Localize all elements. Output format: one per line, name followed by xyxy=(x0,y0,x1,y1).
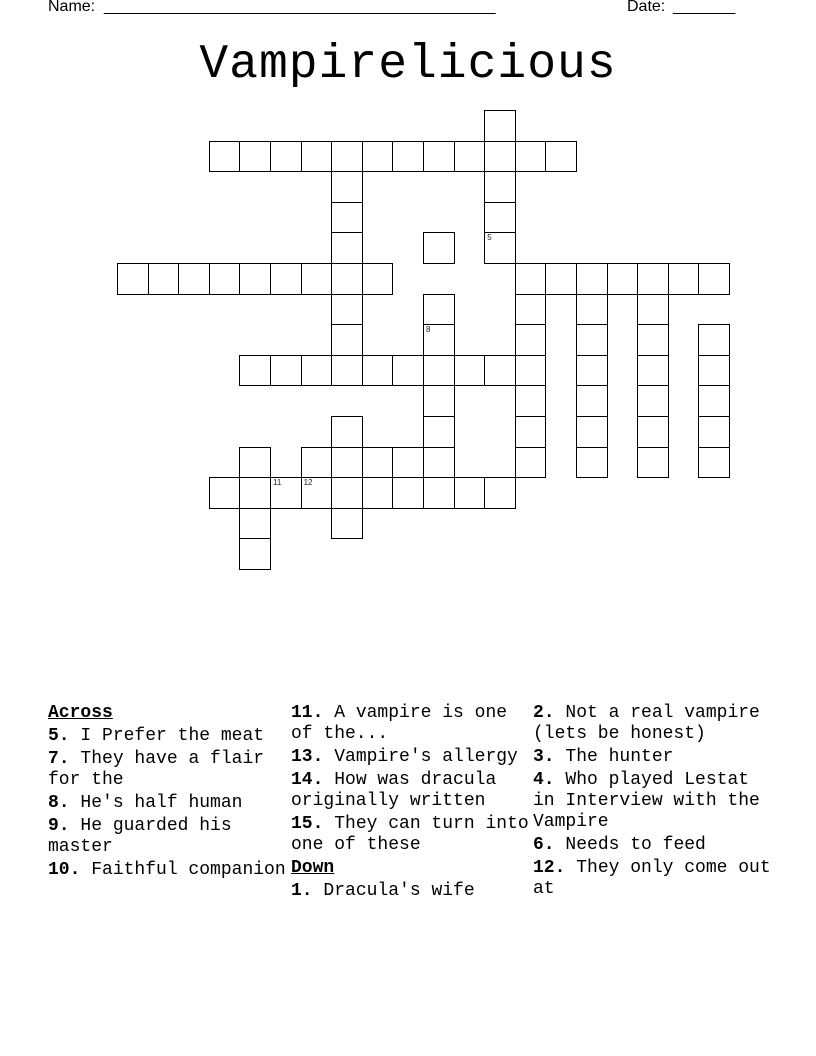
grid-cell[interactable] xyxy=(117,263,149,295)
grid-cell[interactable] xyxy=(392,141,424,173)
grid-cell[interactable] xyxy=(515,385,547,417)
grid-cell[interactable] xyxy=(209,141,241,173)
grid-cell[interactable] xyxy=(331,508,363,540)
grid-cell[interactable] xyxy=(698,355,730,387)
grid-cell[interactable] xyxy=(301,263,333,295)
grid-cell[interactable] xyxy=(423,294,455,326)
grid-cell[interactable] xyxy=(362,355,394,387)
grid-cell[interactable] xyxy=(515,324,547,356)
grid-cell[interactable] xyxy=(423,141,455,173)
grid-cell[interactable] xyxy=(239,477,271,509)
grid-cell[interactable] xyxy=(239,355,271,387)
grid-cell[interactable] xyxy=(545,263,577,295)
grid-cell[interactable] xyxy=(239,263,271,295)
clue-across-10: 10. Faithful companion xyxy=(48,860,286,880)
grid-cell[interactable] xyxy=(270,141,302,173)
grid-cell[interactable] xyxy=(698,447,730,479)
grid-cell[interactable] xyxy=(637,324,669,356)
grid-cell[interactable] xyxy=(576,355,608,387)
clues-column-1 xyxy=(48,703,288,883)
grid-cell[interactable] xyxy=(331,263,363,295)
grid-cell[interactable] xyxy=(637,385,669,417)
grid-cell[interactable] xyxy=(484,141,516,173)
grid-cell[interactable] xyxy=(331,324,363,356)
clue-down-4: 4. Who played Lestat in Interview with the Vampire xyxy=(533,770,760,832)
grid-cell[interactable] xyxy=(454,477,486,509)
grid-cell[interactable] xyxy=(362,263,394,295)
grid-cell[interactable] xyxy=(301,141,333,173)
grid-cell[interactable] xyxy=(484,171,516,203)
grid-cell[interactable] xyxy=(209,477,241,509)
grid-cell[interactable] xyxy=(270,263,302,295)
grid-cell[interactable] xyxy=(392,477,424,509)
grid-cell[interactable] xyxy=(331,171,363,203)
grid-cell[interactable] xyxy=(607,263,639,295)
cell-number: 12 xyxy=(303,478,313,488)
across-heading: Across xyxy=(48,703,113,723)
grid-cell[interactable] xyxy=(270,355,302,387)
clues-column-2 xyxy=(291,703,531,904)
grid-cell[interactable] xyxy=(484,477,516,509)
grid-cell[interactable] xyxy=(423,324,455,356)
grid-cell[interactable] xyxy=(637,355,669,387)
grid-cell[interactable] xyxy=(301,477,333,509)
grid-cell[interactable] xyxy=(362,141,394,173)
grid-cell[interactable] xyxy=(423,385,455,417)
grid-cell[interactable] xyxy=(239,141,271,173)
grid-cell[interactable] xyxy=(331,447,363,479)
grid-cell[interactable] xyxy=(301,355,333,387)
grid-cell[interactable] xyxy=(484,110,516,142)
cell-number: 5 xyxy=(487,233,492,243)
grid-cell[interactable] xyxy=(178,263,210,295)
grid-cell[interactable] xyxy=(270,477,302,509)
grid-cell[interactable] xyxy=(576,385,608,417)
clue-across-5: 5. I Prefer the meat xyxy=(48,726,265,746)
puzzle-title: Vampirelicious xyxy=(199,38,617,92)
grid-cell[interactable] xyxy=(515,141,547,173)
grid-cell[interactable] xyxy=(392,355,424,387)
cell-number: 11 xyxy=(273,478,282,488)
date-label: Date: xyxy=(627,0,666,15)
grid-cell[interactable] xyxy=(515,294,547,326)
grid-cell[interactable] xyxy=(637,294,669,326)
grid-cell[interactable] xyxy=(331,294,363,326)
grid-cell[interactable] xyxy=(239,447,271,479)
grid-cell[interactable] xyxy=(423,477,455,509)
grid-cell[interactable] xyxy=(698,416,730,448)
grid-cell[interactable] xyxy=(484,202,516,234)
down-heading: Down xyxy=(291,858,335,878)
grid-cell[interactable] xyxy=(331,232,363,264)
grid-cell[interactable] xyxy=(423,355,455,387)
grid-cell[interactable] xyxy=(423,447,455,479)
grid-cell[interactable] xyxy=(484,232,516,264)
grid-cell[interactable] xyxy=(362,447,394,479)
grid-cell[interactable] xyxy=(576,294,608,326)
grid-cell[interactable] xyxy=(576,324,608,356)
grid-cell[interactable] xyxy=(331,202,363,234)
grid-cell[interactable] xyxy=(576,263,608,295)
grid-cell[interactable] xyxy=(545,141,577,173)
date-field-line[interactable]: _______ xyxy=(673,0,736,15)
clue-down-6: 6. Needs to feed xyxy=(533,835,706,855)
grid-cell[interactable] xyxy=(698,385,730,417)
grid-cell[interactable] xyxy=(392,447,424,479)
grid-cell[interactable] xyxy=(576,416,608,448)
grid-cell[interactable] xyxy=(331,416,363,448)
grid-cell[interactable] xyxy=(301,447,333,479)
grid-cell[interactable] xyxy=(637,263,669,295)
clue-down-3: 3. The hunter xyxy=(533,747,674,767)
grid-cell[interactable] xyxy=(331,477,363,509)
grid-cell[interactable] xyxy=(515,416,547,448)
clue-across-9: 9. He guarded his master xyxy=(48,816,232,857)
clue-down-12: 12. They only come out at xyxy=(533,858,771,899)
grid-cell[interactable] xyxy=(637,416,669,448)
name-field-line[interactable]: ____________________________________________ xyxy=(104,0,496,15)
name-label: Name: xyxy=(48,0,96,15)
clue-down-2: 2. Not a real vampire (lets be honest) xyxy=(533,703,760,744)
grid-cell[interactable] xyxy=(239,538,271,570)
grid-cell[interactable] xyxy=(484,355,516,387)
grid-cell[interactable] xyxy=(576,447,608,479)
cell-number: 8 xyxy=(426,325,431,335)
grid-cell[interactable] xyxy=(454,355,486,387)
grid-cell[interactable] xyxy=(515,263,547,295)
grid-cell[interactable] xyxy=(668,263,700,295)
clue-across-15: 15. They can turn into one of these xyxy=(291,814,529,855)
grid-cell[interactable] xyxy=(423,416,455,448)
clue-across-13: 13. Vampire's allergy xyxy=(291,747,518,767)
clue-across-11: 11. A vampire is one of the... xyxy=(291,703,508,744)
grid-cell[interactable] xyxy=(362,477,394,509)
grid-cell[interactable] xyxy=(515,447,547,479)
grid-cell[interactable] xyxy=(637,447,669,479)
grid-cell[interactable] xyxy=(209,263,241,295)
clue-across-8: 8. He's half human xyxy=(48,793,243,813)
grid-cell[interactable] xyxy=(698,324,730,356)
grid-cell[interactable] xyxy=(698,263,730,295)
clue-down-1: 1. Dracula's wife xyxy=(291,881,475,901)
grid-cell[interactable] xyxy=(423,232,455,264)
clues-column-3 xyxy=(533,703,773,902)
grid-cell[interactable] xyxy=(515,355,547,387)
clue-across-14: 14. How was dracula originally written xyxy=(291,770,497,811)
grid-cell[interactable] xyxy=(239,508,271,540)
clue-across-7: 7. They have a flair for the xyxy=(48,749,265,790)
grid-cell[interactable] xyxy=(331,355,363,387)
grid-cell[interactable] xyxy=(331,141,363,173)
grid-cell[interactable] xyxy=(148,263,180,295)
grid-cell[interactable] xyxy=(454,141,486,173)
